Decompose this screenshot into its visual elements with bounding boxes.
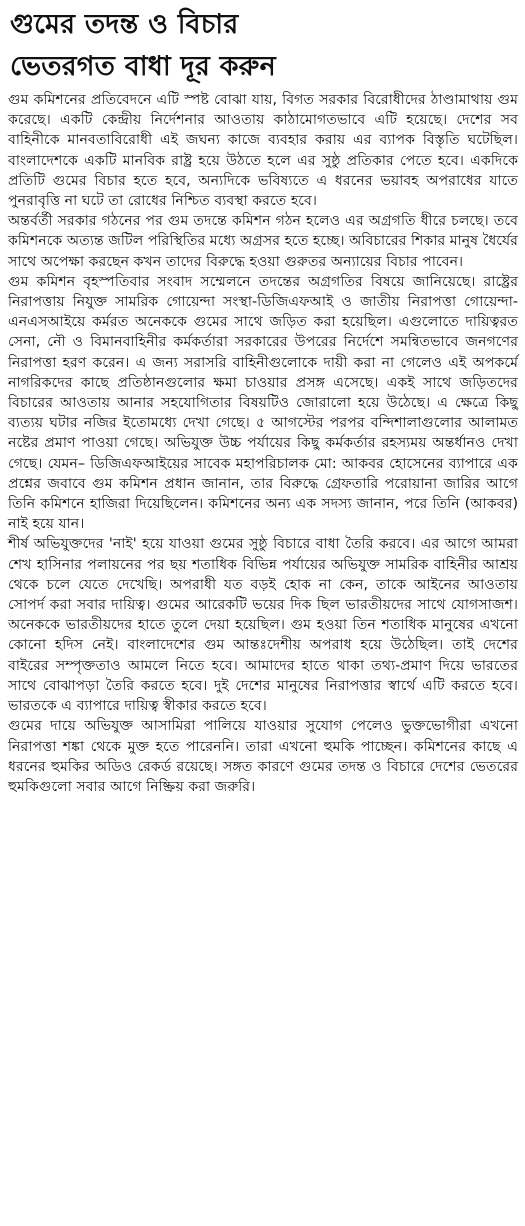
headline [10, 4, 518, 88]
headline-line-2: ভেতরগত বাধা দূর করুন [10, 51, 276, 82]
paragraph-1: গুম কমিশনের প্রতিবেদনে এটি স্পষ্ট বোঝা যায়, বিগত সরকার বিরোধীদের ঠাণ্ডামাথায় গুম করেছে। একটি কেন্দ্রীয় নির্দেশনার আওতায় কাঠামোগতভাবে এটি হয়েছে। দেশের সব বাহিনীকে মানবতাবিরোধী এই জঘন্য কাজে ব্যবহার করায় এর ব্যাপক বিস্তৃতি ঘটেছিল। বাংলাদেশকে একটি মানবিক রাষ্ট্র হয়ে উঠতে হলে এর সুষ্ঠু প্রতিকার পেতে হবে। একদিকে প্রতিটি গুমের বিচার হতে হবে, অন্যদিকে ভবিষ্যতে এ ধরনের ভয়াবহ অপরাধের যাতে পুনরাবৃত্তি না ঘটে তা রোধের নিশ্চিত ব্যবস্থা করতে হবে। [8, 92, 518, 210]
paragraph-2: অন্তর্বর্তী সরকার গঠনের পর গুম তদন্তে কমিশন গঠন হলেও এর অগ্রগতি ধীরে চলছে। তবে কমিশনকে অত্যন্ত জটিল পরিস্থিতির মধ্যে অগ্রসর হতে হচ্ছে। অবিচারের শিকার মানুষ ধৈর্যের সাথে অপেক্ষা করছেন কখন তাদের বিরুদ্ধে হওয়া গুরুতর অন্যায়ের বিচার পাবেন। [8, 213, 518, 270]
paragraph-4: শীর্ষ অভিযুক্তদের 'নাই' হয়ে যাওয়া গুমের সুষ্ঠু বিচারে বাধা তৈরি করবে। এর আগে আমরা শেখ হাসিনার পলায়নের পর ছয় শতাধিক বিভিন্ন পর্যায়ের অভিযুক্ত সামরিক বাহিনীর আশ্রয় থেকে চলে যেতে দেখেছি। অপরাধী যত বড়ই হোক না কেন, তাকে আইনের আওতায় সোপর্দ করা সবার দায়িত্ব। গুমের আরেকটি ভয়ের দিক ছিল ভারতীয়দের সাথে যোগসাজশ। অনেককে ভারতীয়দের হাতে তুলে দেয়া হয়েছিল। গুম হওয়া তিন শতাধিক মানুষের এখনো কোনো হদিস নেই। বাংলাদেশের গুম আন্তঃদেশীয় অপরাধ হয়ে উঠেছিল। তাই দেশের বাইরের সম্পৃক্ততাও আমলে নিতে হবে। আমাদের হাতে থাকা তথ্য-প্রমাণ দিয়ে ভারতের সাথে বোঝাপড়া তৈরি করতে হবে। দুই দেশের মানুষের নিরাপত্তার স্বার্থে এটি করতে হবে। ভারতকে এ ব্যাপারে দায়িত্ব স্বীকার করতে হবে। [8, 536, 518, 715]
paragraph-5: গুমের দায়ে অভিযুক্ত আসামিরা পালিয়ে যাওয়ার সুযোগ পেলেও ভুক্তভোগীরা এখনো নিরাপত্তা শঙ্কা থেকে মুক্ত হতে পারেননি। তারা এখনো হুমকি পাচ্ছেন। কমিশনের কাছে এ ধরনের হুমকির অডিও রেকর্ড রয়েছে। সঙ্গত কারণে গুমের তদন্ত ও বিচারে দেশের ভেতরের হুমকিগুলো সবার আগে নিষ্ক্রিয় করা জরুরি। [8, 718, 518, 795]
headline-line-1: গুমের তদন্ত ও বিচার [10, 9, 239, 40]
paragraph-3: গুম কমিশন বৃহস্পতিবার সংবাদ সম্মেলনে তদন্তের অগ্রগতির বিষয়ে জানিয়েছে। রাষ্ট্রের নিরাপত্তায় নিযুক্ত সামরিক গোয়েন্দা সংস্থা-ডিজিএফআই ও জাতীয় নিরাপত্তা গোয়েন্দা-এনএসআইয়ে কর্মরত অনেককে গুমের সাথে জড়িত করা হয়েছিল। এগুলোতে দায়িত্বরত সেনা, নৌ ও বিমানবাহিনীর কর্মকর্তারা সরকারের উপরের নির্দেশে সমন্বিতভাবে জনগণের নিরাপত্তা হরণ করেন। এ জন্য সরাসরি বাহিনীগুলোকে দায়ী করা না গেলেও এই অপকর্মে নাগরিকদের কাছে প্রতিষ্ঠানগুলোর ক্ষমা চাওয়ার প্রসঙ্গ এসেছে। একই সাথে জড়িতদের বিচারের আওতায় আনার সহযোগিতার বিষয়টিও জোরালো হয়ে উঠেছে। এ ক্ষেত্রে কিছু ব্যত্যয় ঘটার নজির ইতোমধ্যে দেখা গেছে। ৫ আগস্টের পরপর বন্দিশালাগুলোর আলামত নষ্টের প্রমাণ পাওয়া গেছে। অভিযুক্ত উচ্চ পর্যায়ের কিছু কর্মকর্তার রহস্যময় অন্তর্ধানও দেখা গেছে। যেমন– ডিজিএফআইয়ের সাবেক মহাপরিচালক মো: আকবর হোসেনের ব্যাপারে এক প্রশ্নের জবাবে গুম কমিশন প্রধান জানান, তার বিরুদ্ধে গ্রেফতারি পরোয়ানা জারির আগে তিনি কমিশনে হাজিরা দিয়েছিলেন। কমিশনের অন্য এক সদস্য জানান, পরে তিনি (আকবর) নাই হয়ে যান। [8, 273, 518, 533]
article-body [8, 90, 518, 797]
